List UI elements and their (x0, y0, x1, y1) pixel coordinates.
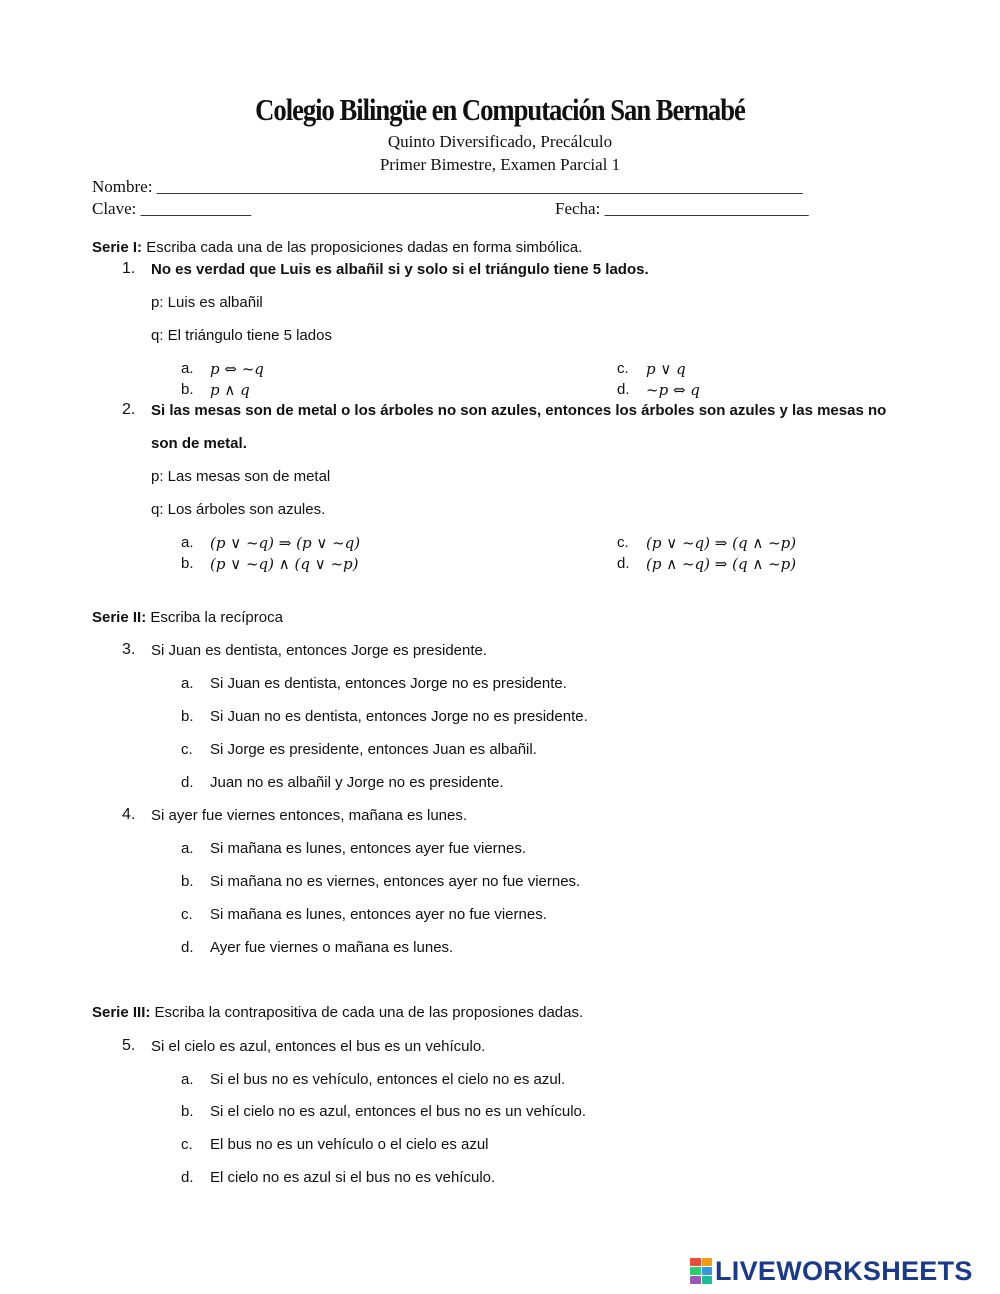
q1-option-a-letter[interactable]: a. (181, 360, 194, 377)
nombre-field[interactable]: ____________________________________________________________________________ (156, 177, 803, 196)
q4-option-b-letter[interactable]: b. (181, 873, 194, 890)
q5-option-a[interactable]: Si el bus no es vehículo, entonces el cielo no es azul. (210, 1071, 566, 1088)
logo-text: LIVEWORKSHEETS (715, 1255, 973, 1286)
q3-option-b-letter[interactable]: b. (181, 708, 194, 725)
q4-option-a[interactable]: Si mañana es lunes, entonces ayer fue viernes. (210, 840, 527, 857)
q4-option-d[interactable]: Ayer fue viernes o mañana es lunes. (210, 939, 454, 956)
q1-option-d-letter[interactable]: d. (617, 381, 630, 398)
q3-option-d-letter[interactable]: d. (181, 774, 194, 791)
serie3-instruction: Escriba la contrapositiva de cada una de las proposiones dadas. (154, 1004, 584, 1021)
q1-option-d[interactable]: ~p ⇔ q (646, 381, 700, 399)
q2-option-d[interactable]: (p ∧ ~q) ⇒ (q ∧ ~p) (646, 555, 797, 573)
q3-option-d[interactable]: Juan no es albañil y Jorge no es presidente. (210, 774, 504, 791)
q3-text: Si Juan es dentista, entonces Jorge es presidente. (151, 642, 488, 659)
q4-option-a-letter[interactable]: a. (181, 840, 194, 857)
q1-p: p: Luis es albañil (151, 294, 263, 311)
fecha-label: Fecha: (555, 199, 601, 218)
q5-option-d-letter[interactable]: d. (181, 1169, 194, 1186)
q3-option-a-letter[interactable]: a. (181, 675, 194, 692)
school-title: Colegio Bilingüe en Computación San Bernabé (255, 92, 745, 127)
q5-option-c-letter[interactable]: c. (181, 1136, 193, 1153)
q2-number: 2. (122, 401, 136, 418)
q1-option-c[interactable]: p ∨ q (646, 360, 686, 378)
q2-option-d-letter[interactable]: d. (617, 555, 630, 572)
q1-option-a[interactable]: p ⇔ ~q (210, 360, 264, 378)
logo-block (702, 1267, 713, 1275)
serie3-heading (92, 1004, 583, 1021)
clave-row (92, 199, 251, 219)
q1-option-b[interactable]: p ∧ q (210, 381, 250, 399)
q4-text: Si ayer fue viernes entonces, mañana es lunes. (151, 807, 468, 824)
clave-label: Clave: (92, 199, 137, 218)
q1-q: q: El triángulo tiene 5 lados (151, 327, 332, 344)
q2-text-line2: son de metal. (151, 435, 247, 452)
serie2-instruction: Escriba la recíproca (150, 609, 283, 626)
clave-field[interactable]: _____________ (140, 199, 252, 218)
q4-option-b[interactable]: Si mañana no es viernes, entonces ayer no fue viernes. (210, 873, 581, 890)
q4-option-d-letter[interactable]: d. (181, 939, 194, 956)
q2-option-c-letter[interactable]: c. (617, 534, 629, 551)
q3-option-c-letter[interactable]: c. (181, 741, 193, 758)
q2-option-b-letter[interactable]: b. (181, 555, 194, 572)
fecha-row (555, 199, 809, 219)
q1-text: No es verdad que Luis es albañil si y solo si el triángulo tiene 5 lados. (151, 261, 649, 278)
serie1-label: Serie I: (92, 239, 143, 256)
q5-option-b[interactable]: Si el cielo no es azul, entonces el bus no es un vehículo. (210, 1103, 587, 1120)
q2-p: p: Las mesas son de metal (151, 468, 331, 485)
logo-block (702, 1276, 713, 1284)
q2-text-line1: Si las mesas son de metal o los árboles no son azules, entonces los árboles son azules y las mesas no (151, 402, 887, 419)
q2-option-b[interactable]: (p ∨ ~q) ∧ (q ∨ ~p) (210, 555, 359, 573)
serie3-label: Serie III: (92, 1004, 151, 1021)
q5-option-a-letter[interactable]: a. (181, 1071, 194, 1088)
q5-option-c[interactable]: El bus no es un vehículo o el cielo es azul (210, 1136, 489, 1153)
q5-number: 5. (122, 1037, 136, 1054)
q3-number: 3. (122, 641, 136, 658)
logo-block (690, 1276, 701, 1284)
q5-option-d[interactable]: El cielo no es azul si el bus no es vehículo. (210, 1169, 496, 1186)
nombre-row (92, 177, 803, 197)
q3-option-b[interactable]: Si Juan no es dentista, entonces Jorge no es presidente. (210, 708, 588, 725)
serie2-label: Serie II: (92, 609, 147, 626)
logo-block (690, 1258, 701, 1266)
q4-option-c-letter[interactable]: c. (181, 906, 193, 923)
q1-option-c-letter[interactable]: c. (617, 360, 629, 377)
q2-q: q: Los árboles son azules. (151, 501, 326, 518)
serie1-instruction: Escriba cada una de las proposiciones dadas en forma simbólica. (146, 239, 583, 256)
liveworksheets-logo[interactable] (690, 1256, 973, 1286)
q1-number: 1. (122, 260, 136, 277)
q2-option-a-letter[interactable]: a. (181, 534, 194, 551)
q2-option-a[interactable]: (p ∨ ~q) ⇒ (p ∨ ~q) (210, 534, 361, 552)
q3-option-c[interactable]: Si Jorge es presidente, entonces Juan es albañil. (210, 741, 537, 758)
q5-text: Si el cielo es azul, entonces el bus es un vehículo. (151, 1038, 486, 1055)
q1-option-b-letter[interactable]: b. (181, 381, 194, 398)
logo-blocks-icon (690, 1258, 712, 1284)
logo-block (690, 1267, 701, 1275)
nombre-label: Nombre: (92, 177, 153, 196)
logo-block (702, 1258, 713, 1266)
q5-option-b-letter[interactable]: b. (181, 1103, 194, 1120)
fecha-field[interactable]: ________________________ (604, 199, 809, 218)
q3-option-a[interactable]: Si Juan es dentista, entonces Jorge no es presidente. (210, 675, 567, 692)
course-subtitle: Quinto Diversificado, Precálculo (387, 132, 613, 151)
q4-option-c[interactable]: Si mañana es lunes, entonces ayer no fue viernes. (210, 906, 547, 923)
serie1-heading (92, 239, 582, 256)
q2-option-c[interactable]: (p ∨ ~q) ⇒ (q ∧ ~p) (646, 534, 797, 552)
q4-number: 4. (122, 806, 136, 823)
serie2-heading (92, 609, 283, 626)
exam-subtitle: Primer Bimestre, Examen Parcial 1 (379, 155, 621, 174)
